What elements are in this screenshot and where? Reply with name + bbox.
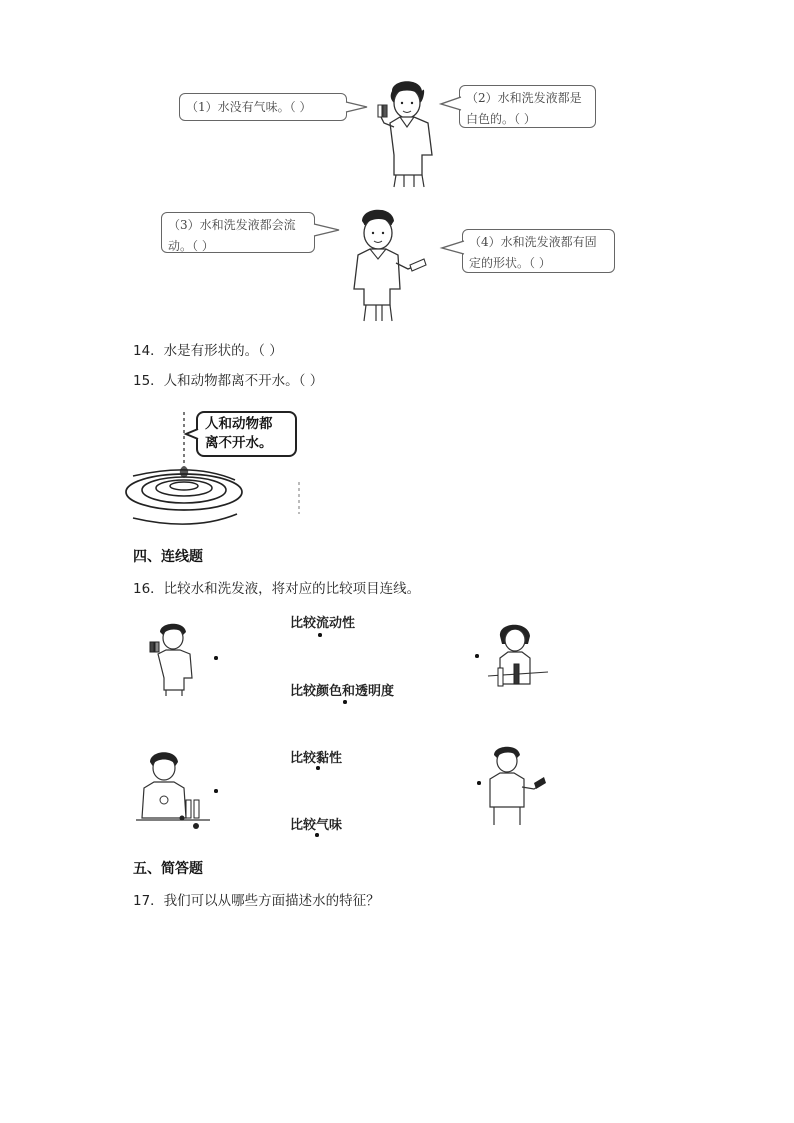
water-drop-speech-bubble [196, 411, 297, 457]
dot-item-smell[interactable] [315, 833, 319, 837]
bubble-4-tail [441, 240, 465, 256]
dot-picture-2[interactable] [475, 654, 479, 658]
dot-picture-3[interactable] [214, 789, 218, 793]
girl-with-bottles-illustration [488, 620, 548, 690]
bubble-3-line-2: 动。（ ） [168, 239, 214, 253]
match-item-color-transparency: 比较颜色和透明度 [290, 684, 395, 699]
section-5-title: 五、简答题 [133, 861, 203, 877]
section-4-title: 四、连线题 [133, 549, 203, 565]
speech-bubble-4 [462, 229, 615, 273]
speech-bubble-3 [161, 212, 315, 253]
boy-holding-bottles-small-illustration [148, 620, 196, 696]
dot-item-fluidity[interactable] [318, 633, 322, 637]
bubble-2-line-1: （2）水和洗发液都是 [466, 91, 582, 105]
bubble-3-line-1: （3）水和洗发液都会流 [168, 218, 296, 232]
water-drop-bubble-tail [185, 428, 199, 442]
dot-picture-4[interactable] [477, 781, 481, 785]
dot-picture-1[interactable] [214, 656, 218, 660]
water-drop-bubble-line-2: 离不开水。 [205, 435, 273, 451]
bubble-4-line-2: 定的形状。（ ） [469, 256, 551, 270]
water-drop-bubble-line-1: 人和动物都 [205, 416, 273, 432]
dot-item-viscosity[interactable] [316, 766, 320, 770]
bubble-3-tail [313, 222, 341, 238]
boy-pouring-bottle-illustration [346, 203, 428, 323]
bubble-2-line-2: 白色的。（ ） [466, 112, 536, 126]
bubble-4-line-1: （4）水和洗发液都有固 [469, 235, 597, 249]
dot-item-color[interactable] [343, 700, 347, 704]
boy-with-bottles-at-table-illustration [136, 748, 210, 828]
question-16: 16．比较水和洗发液，将对应的比较项目连线。 [133, 581, 421, 597]
boy-holding-bottles-illustration [372, 75, 442, 187]
boy-pouring-bottle-small-illustration [484, 743, 546, 827]
match-item-fluidity: 比较流动性 [290, 616, 356, 631]
bubble-1-tail [345, 100, 369, 114]
bubble-1-text: （1）水没有气味。（ ） [186, 100, 312, 114]
question-14: 14．水是有形状的。（ ） [133, 343, 283, 359]
speech-bubble-1 [179, 93, 347, 121]
speech-bubble-2 [459, 85, 596, 128]
question-15: 15．人和动物都离不开水。（ ） [133, 373, 324, 389]
match-item-viscosity: 比较黏性 [290, 751, 343, 766]
match-item-smell: 比较气味 [290, 818, 343, 833]
question-17: 17．我们可以从哪些方面描述水的特征？ [133, 893, 380, 909]
bubble-2-tail [440, 96, 462, 112]
